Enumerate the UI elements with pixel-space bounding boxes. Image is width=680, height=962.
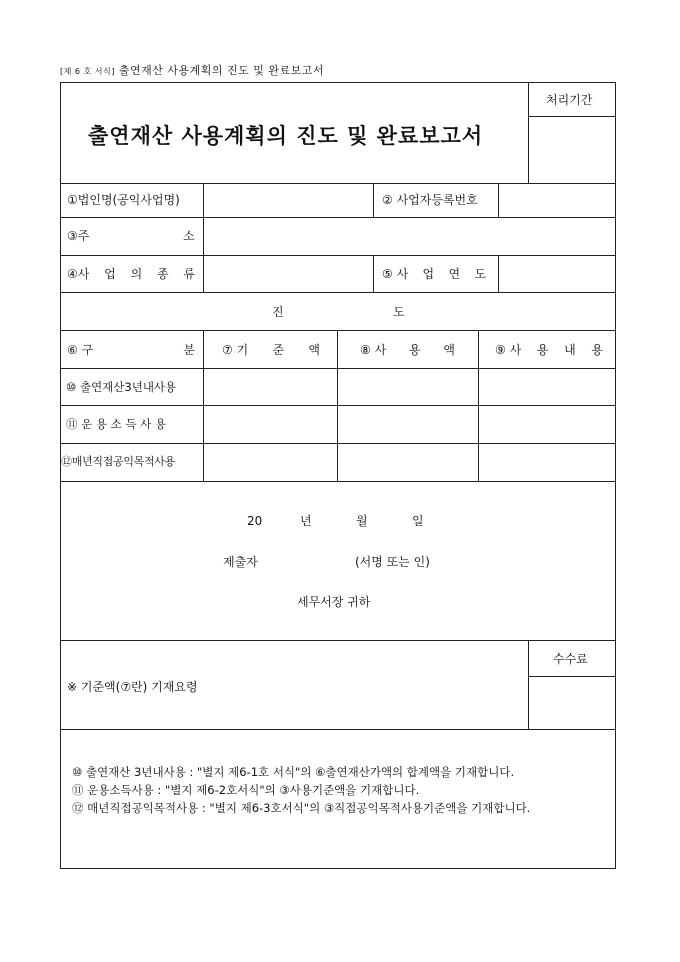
rule — [203, 330, 204, 481]
form-caption-title: 출연재산 사용계획의 진도 및 완료보고서 — [118, 64, 325, 77]
col-header-used-amount: ⑧ 사 용 액 — [360, 343, 455, 357]
fee-label: 수수료 — [553, 652, 588, 666]
biz-year-label: ⑤ 사 업 연 도 — [382, 267, 486, 281]
submitter-label: 제출자 — [223, 555, 258, 569]
rule — [60, 217, 616, 218]
instruction-item: ⑩ 출연재산 3년내사용 : "별지 제6-1호 서식"의 ⑥출연재산가액의 합계액을 기재합니다. — [72, 765, 515, 779]
rule — [528, 640, 529, 729]
col-header-usage-detail: ⑨ 사 용 내 용 — [495, 343, 603, 357]
rule — [373, 255, 374, 292]
rule — [498, 255, 499, 292]
rule — [60, 405, 616, 406]
rule — [60, 729, 616, 730]
rule — [60, 443, 616, 444]
date-day: 일 — [412, 514, 424, 528]
addressee: 세무서장 귀하 — [297, 595, 371, 609]
corp-name-label: ①법인명(공익사업명) — [67, 193, 180, 207]
date-month: 월 — [356, 514, 368, 528]
instruction-item: ⑪ 운용소득사용 : "별지 제6-2호서식"의 ③사용기준액을 기재합니다. — [72, 783, 420, 797]
rule — [478, 330, 479, 481]
address-label-end: 소 — [183, 229, 195, 243]
form-caption — [60, 62, 324, 78]
date-year: 년 — [300, 514, 312, 528]
rule — [528, 82, 529, 183]
rule — [373, 183, 374, 217]
sign-or-seal: (서명 또는 인) — [355, 555, 430, 569]
progress-title: 진 — [272, 305, 284, 319]
rule — [60, 255, 616, 256]
processing-period-label: 처리기간 — [546, 93, 593, 107]
table-row-label: ⑫매년직접공익목적사용 — [61, 455, 175, 468]
col-header-base-amount: ⑦ 기 준 액 — [222, 343, 320, 357]
rule — [203, 183, 204, 293]
page-title: 출연재산 사용계획의 진도 및 완료보고서 — [88, 123, 484, 148]
rule — [60, 368, 616, 369]
rule — [528, 116, 616, 117]
progress-title-end: 도 — [393, 305, 405, 319]
table-row-label: ⑩ 출연재산3년내사용 — [66, 380, 177, 394]
rule — [60, 640, 616, 641]
biz-reg-no-label: ② 사업자등록번호 — [382, 193, 478, 207]
biz-type-label: ④사 업 의 종 류 — [67, 267, 195, 281]
instructions — [72, 763, 612, 817]
table-row-label: ⑪ 운 용 소 득 사 용 — [66, 417, 167, 431]
rule — [60, 330, 616, 331]
rule — [337, 330, 338, 481]
address-label: ③주 — [67, 229, 90, 243]
rule — [60, 292, 616, 293]
date-year-prefix: 20 — [247, 514, 263, 528]
rule — [498, 183, 499, 217]
rule — [60, 183, 616, 184]
rule — [528, 676, 616, 677]
instruction-item: ⑫ 매년직접공익목적사용 : "별지 제6-3호서식"의 ③직접공익목적사용기준액을 기재합니다. — [72, 801, 531, 815]
col-header-category: ⑥ 구 분 — [67, 343, 195, 357]
note-heading: ※ 기준액(⑦란) 기재요령 — [67, 680, 198, 694]
rule — [60, 481, 616, 482]
form-number: [제 6 호 서식] — [60, 67, 115, 76]
